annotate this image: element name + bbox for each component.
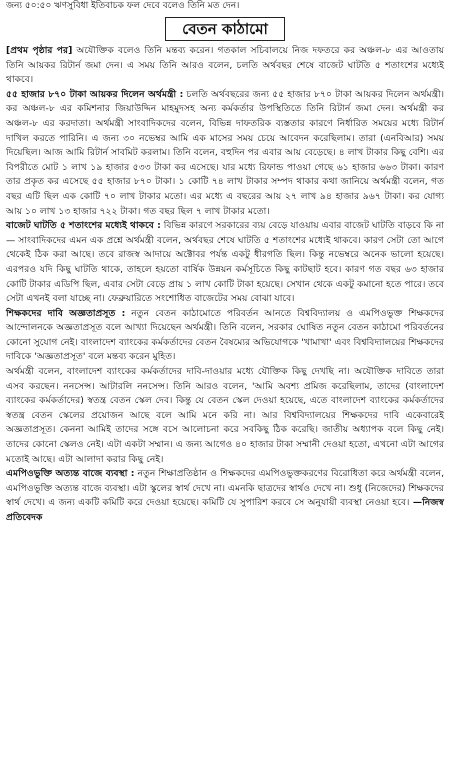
article-paragraph (6, 88, 444, 219)
title-container (6, 17, 444, 41)
continuation-marker: [প্রথম পৃষ্ঠার পর] (6, 45, 73, 56)
subheading: বাজেট ঘাটতি ৫ শতাংশের মধ্যেই থাকবে : (6, 220, 161, 232)
paragraph-body: নতুন বেতন কাঠামোতে পরিবর্তন আনতে বিশ্ববিদ্যালয় ও এমপিওভুক্ত শিক্ষকদের আন্দোলনকে অজ্ঞতাপ্রসূত বলে আখ্যা দিয়েছেন অর্থমন্ত্রী। তিনি বলেন, সরকার ঘোষিত নতুন বেতন কাঠামো পরিবর্তনের কোনো সুযোগ নেই। বাংলাদেশ ব্যাংকের কর্মকর্তাদের বেতন বৈষম্যের অভিযোগকে 'খামাখা' এবং বিশ্ববিদ্যালয়ের শিক্ষকদের দাবিকে 'অজ্ঞতাপ্রসূত' বলে মন্তব্য করেন মুহিত। (6, 307, 444, 363)
article-paragraph (6, 365, 444, 467)
byline: —নিজস্ব প্রতিবেদক (6, 497, 445, 523)
article-paragraph (6, 44, 444, 88)
continued-text-line: জন্য ৫০:৫০ ঋণসুবিধা ইতিবাচক ফল দেবে বলেও তিনি মত দেন। (6, 1, 240, 11)
paragraph-body: বিভিন্ন কারণে সরকারের ব্যয় বেড়ে যাওয়ায় এবার বাজেট ঘাটতি বাড়বে কি না— সাংবাদিকদের এমন এক প্রশ্নে অর্থমন্ত্রী বলেন, অর্থবছর শেষে ঘাটতি ৫ শতাংশের মধ্যেই থাকবে। কারণ সেটা তো আগে থেকেই ঠিক করা আছে। তবে রাজস্ব আদায়ে অক্টোবর পর্যন্ত একটু ধীরগতি ছিল। কিন্তু নভেম্বরে অনেক ভালো হয়েছে। এরপরও যদি কিছু ঘাটতি থাকে, তাহলে হয়তো বার্ষিক উন্নয়ন কর্মসূচিতে কিছু কাটছাট হবে। কারণ গত বছর ৬৩ হাজার কোটি টাকার এডিপি ছিল, এবার সেটা বেড়ে প্রায় ১ লাখ কোটি টাকা হয়েছে। সেখান থেকে একটু কমানো হতে পারে। তবে সেটা এখনই বলা যাচ্ছে না। ফেব্রুয়ারিতে সংশোধিত বাজেটের সময় বোঝা যাবে। (6, 220, 444, 305)
paragraph-body: নতুন শিক্ষাপ্রতিষ্ঠান ও শিক্ষকদের এমপিওভুক্তকরণের বিরোধিতা করে অর্থমন্ত্রী বলেন, এমপিওভুক্তি অত্যন্ত বাজে ব্যবস্থা। এটা স্কুলের স্বার্থ দেখে না। এমনকি ছাত্রদের স্বার্থও দেখে না। শুধু (নিজেদের) শিক্ষকদের স্বার্থ দেখে। এ জন্য একটি কমিটি করে দেওয়া হয়েছে। কমিটি যে সুপারিশ করবে সে অনুযায়ী ব্যবস্থা নেওয়া হবে। (6, 468, 444, 509)
paragraph-body: অর্থমন্ত্রী বলেন, বাংলাদেশ ব্যাংকের কর্মকর্তাদের দাবি-দাওয়ার মধ্যে যৌক্তিক কিছু দেখছি না। অযৌক্তিক দাবিতে তারা এসব করছেন। ননসেন্স। আটারলি ননসেন্স। তিনি আরও বলেন, 'আমি অবশ্য প্রমিজ করেছিলাম, তাদের (বাংলাদেশ ব্যাংকের কর্মকর্তাদের) স্বতন্ত্র বেতন স্কেল দেব। কিন্তু যে বেতন স্কেল দেওয়া হয়েছে, এতে বাংলাদেশ ব্যাংকের কর্মকর্তাদের স্বতন্ত্র বেতন স্কেলের প্রয়োজন আছে বলে আমি মনে করি না। আর বিশ্ববিদ্যালয়ের শিক্ষকদের দাবি একেবারেই অজ্ঞতাপ্রসূত। কেননা আমিই তাদের সঙ্গে বসে আলোচনা করে সবকিছু ঠিক করেছি। জাতীয় অধ্যাপক বলে কিছু নেই। তাদের কোনো স্কেলও নেই। এটা একটা সম্মান। এ জন্য আগেও ৪০ হাজার টাকা সম্মানী দেওয়া হতো, এখনো এটা আগের মতোই আছে। এটা আলাদা করার কিছু নেই। (6, 366, 444, 465)
article-paragraph (6, 307, 444, 365)
article-paragraph (6, 467, 444, 525)
paragraph-body: চলতি অর্থবছরের জন্য ৫৫ হাজার ৮৭০ টাকা আয়কর দিলেন অর্থমন্ত্রী। কর অঞ্চল-৮ এর কমিশনার জিয়াউদ্দিন মাহমুদসহ অন্য কর্মকর্তার উপস্থিতিতে তিনি রিটার্ন জমা দেন। অর্থমন্ত্রী কর অঞ্চল-৮ এর করদাতা। অর্থমন্ত্রী সাংবাদিকদের বলেন, বিভিন্ন দাফতরিক ব্যস্ততার কারণে নির্ধারিত সময়ের মধ্যে রিটার্ন দাখিল করতে পারিনি। এ জন্য ৩০ নভেম্বর আমি এক মাসের সময় চেয়ে আবেদন করেছিলাম। তারা (এনবিআর) সময় দিয়েছিল। আজ আমি রিটার্ন সাবমিট করলাম। তিনি বলেন, বহুদিন পর এবার আয় বেড়েছে। ৪ লাখ টাকার কিছু বেশি। এর বিপরীতে মোট ১ লাখ ১৯ হাজার ৫৩৩ টাকা কর এসেছে। যার মধ্যে রিফান্ড পাওয়া গেছে ৬১ হাজার ৬৬৩ টাকা। কারণ তার প্রকৃত কর এসেছে ৫৫ হাজার ৮৭০ টাকা। ১ কোটি ৭৪ লাখ টাকার সম্পদ থাকার কথা জানিয়ে অর্থমন্ত্রী বলেন, গত বছর এটি ছিল এক কোটি ৭০ লাখ টাকার মতো। এর মধ্যে এ বছরের আয় ২৭ লাখ ৯৪ হাজার ৯৬৭ টাকা। কর যোগ্য আয় ১০ লাখ ১৩ হাজার ৭২২ টাকা। গত বছর ছিল ৭ লাখ টাকার মতো। (6, 88, 444, 217)
paragraph-body: অযৌক্তিক বলেও তিনি মন্তব্য করেন। গতকাল সচিবালয়ে নিজ দফতরে কর অঞ্চল-৮ এর আওতায় তিনি আয়কর রিটার্ন জমা দেন। এ সময় তিনি আরও বলেন, চলতি অর্থবছর শেষে বাজেট ঘাটতি ৫ শতাংশের মধ্যেই থাকবে। (6, 45, 444, 86)
article-title: বেতন কাঠামো (165, 17, 285, 41)
article-paragraph (6, 219, 444, 307)
subheading: ৫৫ হাজার ৮৭০ টাকা আয়কর দিলেন অর্থমন্ত্রী : (6, 88, 184, 100)
subheading: শিক্ষকদের দাবি অজ্ঞতাপ্রসূত : (6, 307, 126, 319)
subheading: এমপিওভুক্তি অত্যন্ত বাজে ব্যবস্থা : (6, 468, 135, 480)
